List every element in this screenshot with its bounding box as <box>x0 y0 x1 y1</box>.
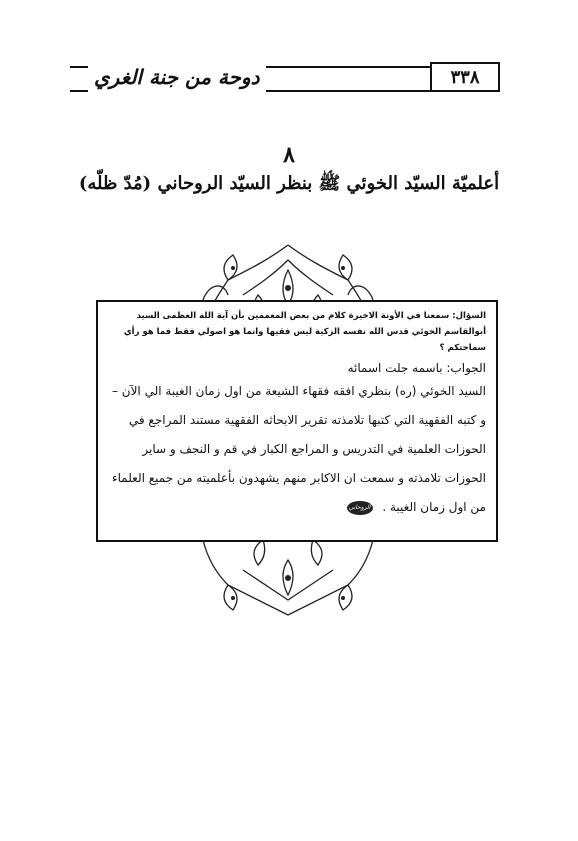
chapter-number: ٨ <box>283 142 295 168</box>
answer-line: الحوزات تلامذته و سمعت ان الاكابر منهم يشهدون بأعلميته من جميع العلماء <box>111 471 486 485</box>
answer-last-line <box>108 493 486 522</box>
page-number: ٣٣٨ <box>430 62 500 92</box>
fatwa-document <box>96 300 498 542</box>
question-text: السؤال: سمعنا في الأونة الاخيرة كلام من بعض المعممين بأن آية الله العظمى السيد أبوالقاسم الخوئي قدس الله نفسه الزكية ليس فقيها وانما هو اصولي فقط فما هو رأي سماحتكم ؟ <box>123 311 486 353</box>
answer-line: من اول زمان الغيبة . <box>382 500 486 514</box>
seal-text: الروحاني <box>348 503 371 511</box>
chapter-title: أعلميّة السيّد الخوئي ﷺ بنظر السيّد الروحاني (مُدّ ظلّه) <box>78 173 500 194</box>
answer-heading: الجواب: باسمه جلت اسمائه <box>347 361 486 375</box>
answer-line: و كتبه الفقهية التي كتبها تلامذته تقرير الابحاثه الفقهية مستند المراجع في <box>128 413 486 427</box>
book-title: دوحة من جنة الغري <box>88 64 266 92</box>
running-header <box>70 62 500 92</box>
seal-stamp <box>347 501 373 515</box>
answer-line: السيد الخوئي (ره) بنظري افقه فقهاء الشيعة من اول زمان الغيبة الي الآن – <box>111 384 486 398</box>
answer-line: الحوزات العلمية في التدريس و المراجع الكبار في قم و النجف و ساير <box>142 442 486 456</box>
answer-body <box>108 377 486 522</box>
